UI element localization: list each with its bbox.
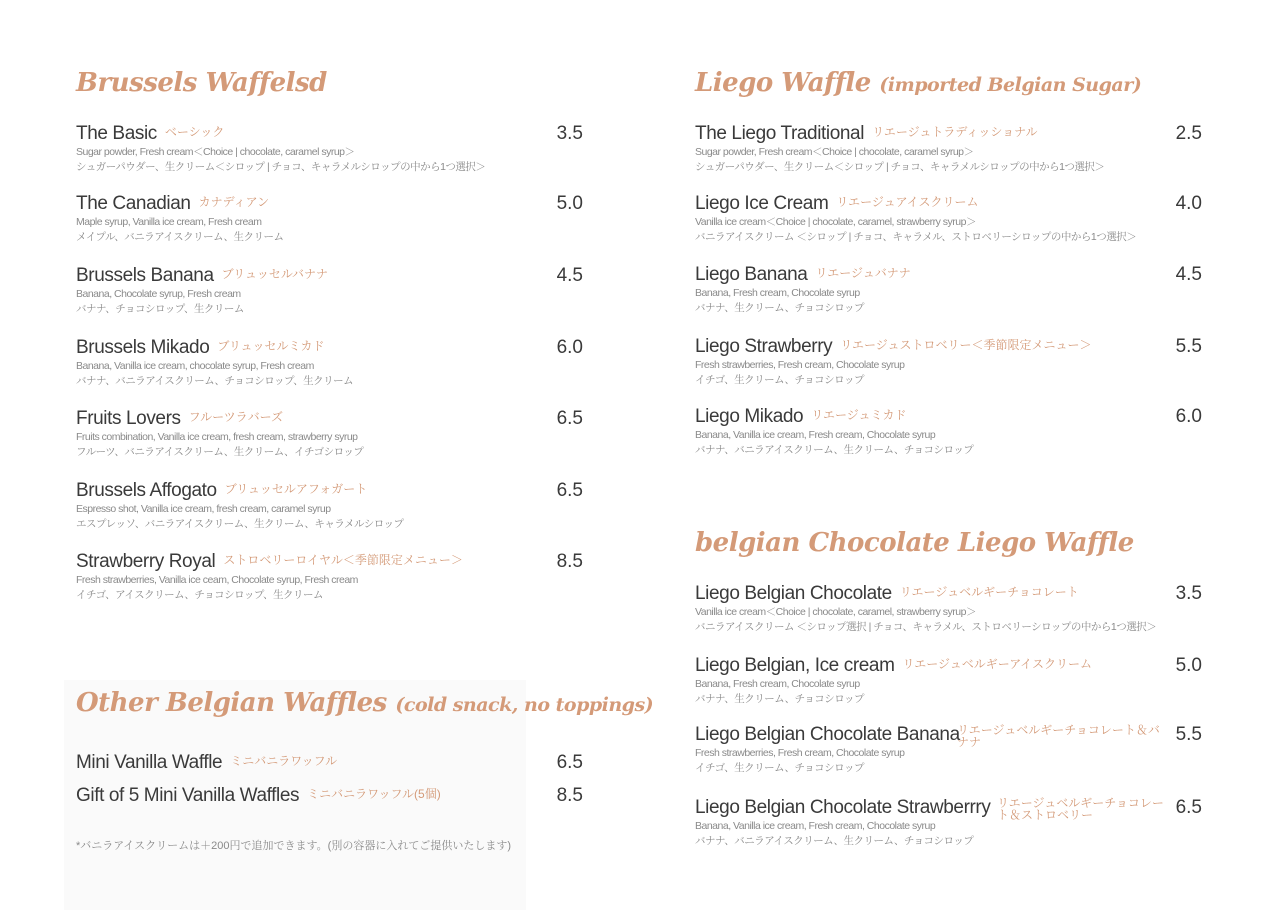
item-name: The Basic xyxy=(76,123,157,144)
item-price: 8.5 xyxy=(556,785,583,806)
item-desc-jp: バナナ、チョコシロップ、生クリーム xyxy=(76,303,244,315)
item-desc-en: Espresso shot, Vanilla ice cream, fresh cream, caramel syrup xyxy=(76,503,331,515)
menu-item xyxy=(695,583,1205,635)
item-name: The Liego Traditional xyxy=(695,123,865,144)
item-name: The Canadian xyxy=(76,193,191,214)
item-name: Liego Belgian, Ice cream xyxy=(695,655,895,676)
item-jp-name: ベーシック xyxy=(164,125,225,139)
item-name: Brussels Banana xyxy=(76,265,214,286)
item-price: 6.5 xyxy=(556,408,583,429)
item-price: 6.0 xyxy=(1175,406,1202,427)
item-desc-en: Banana, Fresh cream, Chocolate syrup xyxy=(695,287,860,299)
belgian-choc-section-title: belgian Chocolate Liego Waffle xyxy=(695,528,1134,558)
liego-subtitle: (imported Belgian Sugar) xyxy=(879,74,1142,96)
item-name: Liego Mikado xyxy=(695,406,804,427)
item-desc-en: Maple syrup, Vanilla ice cream, Fresh cream xyxy=(76,216,262,228)
item-desc-jp: シュガーパウダー、生クリーム＜シロップ | チョコ、キャラメルシロップの中から1つ選択＞ xyxy=(695,161,1105,173)
brussels-section-title: Brussels Waffelsd xyxy=(76,68,327,98)
liego-section-title xyxy=(695,68,1141,98)
other-title-text: Other Belgian Waffles xyxy=(76,688,387,718)
item-desc-en: Fresh strawberries, Fresh cream, Chocolate syrup xyxy=(695,747,905,759)
item-name: Gift of 5 Mini Vanilla Waffles xyxy=(76,785,300,806)
menu-item xyxy=(695,406,1205,458)
item-price: 6.5 xyxy=(1175,797,1202,818)
item-price: 3.5 xyxy=(556,123,583,144)
menu-item xyxy=(76,265,586,317)
item-price: 3.5 xyxy=(1175,583,1202,604)
item-jp-name: リエージュベルギーアイスクリーム xyxy=(902,657,1093,671)
menu-item xyxy=(695,655,1205,707)
item-jp-name: ブリュッセルミカド xyxy=(217,339,325,353)
item-desc-jp: バナナ、バニラアイスクリーム、生クリーム、チョコシロップ xyxy=(695,444,974,456)
menu-item xyxy=(76,193,586,245)
item-desc-en: Banana, Vanilla ice cream, Fresh cream, Chocolate syrup xyxy=(695,820,936,832)
item-desc-jp: フルーツ、バニラアイスクリーム、生クリーム、イチゴシロップ xyxy=(76,446,364,458)
item-name: Fruits Lovers xyxy=(76,408,181,429)
item-jp-name: ブリュッセルバナナ xyxy=(221,267,328,281)
item-jp-name: ミニバニラワッフル(5個) xyxy=(307,787,441,801)
item-desc-en: Banana, Vanilla ice cream, chocolate syrup, Fresh cream xyxy=(76,360,314,372)
item-desc-en: Sugar powder, Fresh cream＜Choice | chocolate, caramel syrup＞ xyxy=(695,146,974,158)
item-price: 2.5 xyxy=(1175,123,1202,144)
item-jp-name: リエージュトラディッショナル xyxy=(872,125,1038,139)
item-jp-name: ミニバニラワッフル xyxy=(230,754,338,768)
item-name: Liego Strawberry xyxy=(695,336,833,357)
item-jp-name: リエージュベルギーチョコレート xyxy=(899,585,1079,599)
item-name: Liego Ice Cream xyxy=(695,193,829,214)
item-desc-en: Fresh strawberries, Fresh cream, Chocolate syrup xyxy=(695,359,905,371)
item-desc-en: Banana, Chocolate syrup, Fresh cream xyxy=(76,288,241,300)
item-desc-en: Vanilla ice cream＜Choice | chocolate, caramel, strawberry syrup＞ xyxy=(695,216,976,228)
item-desc-jp: イチゴ、アイスクリーム、チョコシロップ、生クリーム xyxy=(76,589,324,601)
item-desc-jp: バナナ、バニラアイスクリーム、チョコシロップ、生クリーム xyxy=(76,375,354,387)
item-price: 4.5 xyxy=(556,265,583,286)
menu-item xyxy=(76,123,586,175)
item-desc-jp: バナナ、生クリーム、チョコシロップ xyxy=(695,693,865,705)
item-name: Brussels Affogato xyxy=(76,480,217,501)
item-price: 4.0 xyxy=(1175,193,1202,214)
item-jp-name: カナディアン xyxy=(198,195,270,209)
menu-item xyxy=(695,797,1205,849)
item-jp-name: ストロベリーロイヤル＜季節限定メニュー＞ xyxy=(223,553,463,567)
other-section-title xyxy=(76,688,653,718)
menu-item xyxy=(695,336,1205,388)
item-price: 6.5 xyxy=(556,752,583,773)
item-name: Strawberry Royal xyxy=(76,551,216,572)
item-jp-name: リエージュミカド xyxy=(811,408,907,422)
item-name: Liego Banana xyxy=(695,264,808,285)
item-name: Liego Belgian Chocolate xyxy=(695,583,892,604)
item-desc-jp: メイプル、バニラアイスクリーム、生クリーム xyxy=(76,231,284,243)
item-jp-name: リエージュストロベリー＜季節限定メニュー＞ xyxy=(840,338,1092,352)
item-price: 6.0 xyxy=(556,337,583,358)
item-name: Liego Belgian Chocolate Banana xyxy=(695,724,960,745)
item-desc-jp: エスプレッソ、バニラアイスクリーム、生クリーム、キャラメルシロップ xyxy=(76,518,404,530)
item-desc-jp: バニラアイスクリーム ＜シロップ | チョコ、キャラメル、ストロベリーシロップの中から1つ選択＞ xyxy=(695,231,1137,243)
item-jp-name: リエージュベルギーチョコレート＆ストロベリー xyxy=(997,796,1164,822)
menu-item xyxy=(76,480,586,532)
menu-item xyxy=(76,408,586,460)
item-jp-name: フルーツラバーズ xyxy=(188,410,284,424)
item-price: 6.5 xyxy=(556,480,583,501)
menu-item xyxy=(76,337,586,389)
item-desc-en: Sugar powder, Fresh cream＜Choice | chocolate, caramel syrup＞ xyxy=(76,146,355,158)
item-jp-name: リエージュベルギーチョコレート＆バナナ xyxy=(957,723,1160,749)
item-price: 5.0 xyxy=(1175,655,1202,676)
item-price: 8.5 xyxy=(556,551,583,572)
item-jp-name: リエージュアイスクリーム xyxy=(836,195,979,209)
item-price: 5.0 xyxy=(556,193,583,214)
item-desc-en: Banana, Vanilla ice cream, Fresh cream, Chocolate syrup xyxy=(695,429,936,441)
menu-item xyxy=(695,724,1205,776)
item-name: Brussels Mikado xyxy=(76,337,210,358)
item-desc-jp: イチゴ、生クリーム、チョコシロップ xyxy=(695,762,864,774)
menu-item xyxy=(695,123,1205,175)
item-desc-en: Banana, Fresh cream, Chocolate syrup xyxy=(695,678,860,690)
item-jp-name: リエージュバナナ xyxy=(815,266,911,280)
menu-item xyxy=(695,193,1205,245)
menu-item xyxy=(695,264,1205,316)
item-desc-jp: バニラアイスクリーム ＜シロップ選択 | チョコ、キャラメル、ストロベリーシロップの中から1つ選択＞ xyxy=(695,621,1157,633)
item-desc-jp: イチゴ、生クリーム、チョコシロップ xyxy=(695,374,864,386)
other-subtitle: (cold snack, no toppings) xyxy=(395,694,654,716)
item-price: 5.5 xyxy=(1175,724,1202,745)
item-price: 4.5 xyxy=(1175,264,1202,285)
item-desc-jp: バナナ、バニラアイスクリーム、生クリーム、チョコシロップ xyxy=(695,835,974,847)
item-price: 5.5 xyxy=(1175,336,1202,357)
item-desc-jp: シュガーパウダー、生クリーム＜シロップ | チョコ、キャラメルシロップの中から1つ選択＞ xyxy=(76,161,486,173)
item-name: Liego Belgian Chocolate Strawberrry xyxy=(695,797,991,818)
item-name: Mini Vanilla Waffle xyxy=(76,752,223,773)
item-desc-en: Fresh strawberries, Vanilla ice ceam, Chocolate syrup, Fresh cream xyxy=(76,574,358,586)
item-desc-en: Vanilla ice cream＜Choice | chocolate, caramel, strawberry syrup＞ xyxy=(695,606,976,618)
liego-title-text: Liego Waffle xyxy=(695,68,871,98)
item-desc-en: Fruits combination, Vanilla ice cream, fresh cream, strawberry syrup xyxy=(76,431,358,443)
footnote: *バニラアイスクリームは＋200円で追加できます。(別の容器に入れてご提供いたします) xyxy=(76,840,511,852)
menu-item xyxy=(76,551,586,603)
item-jp-name: ブリュッセルアフォガート xyxy=(224,482,368,496)
menu-item xyxy=(76,752,586,774)
item-desc-jp: バナナ、生クリーム、チョコシロップ xyxy=(695,302,865,314)
menu-item xyxy=(76,785,586,807)
